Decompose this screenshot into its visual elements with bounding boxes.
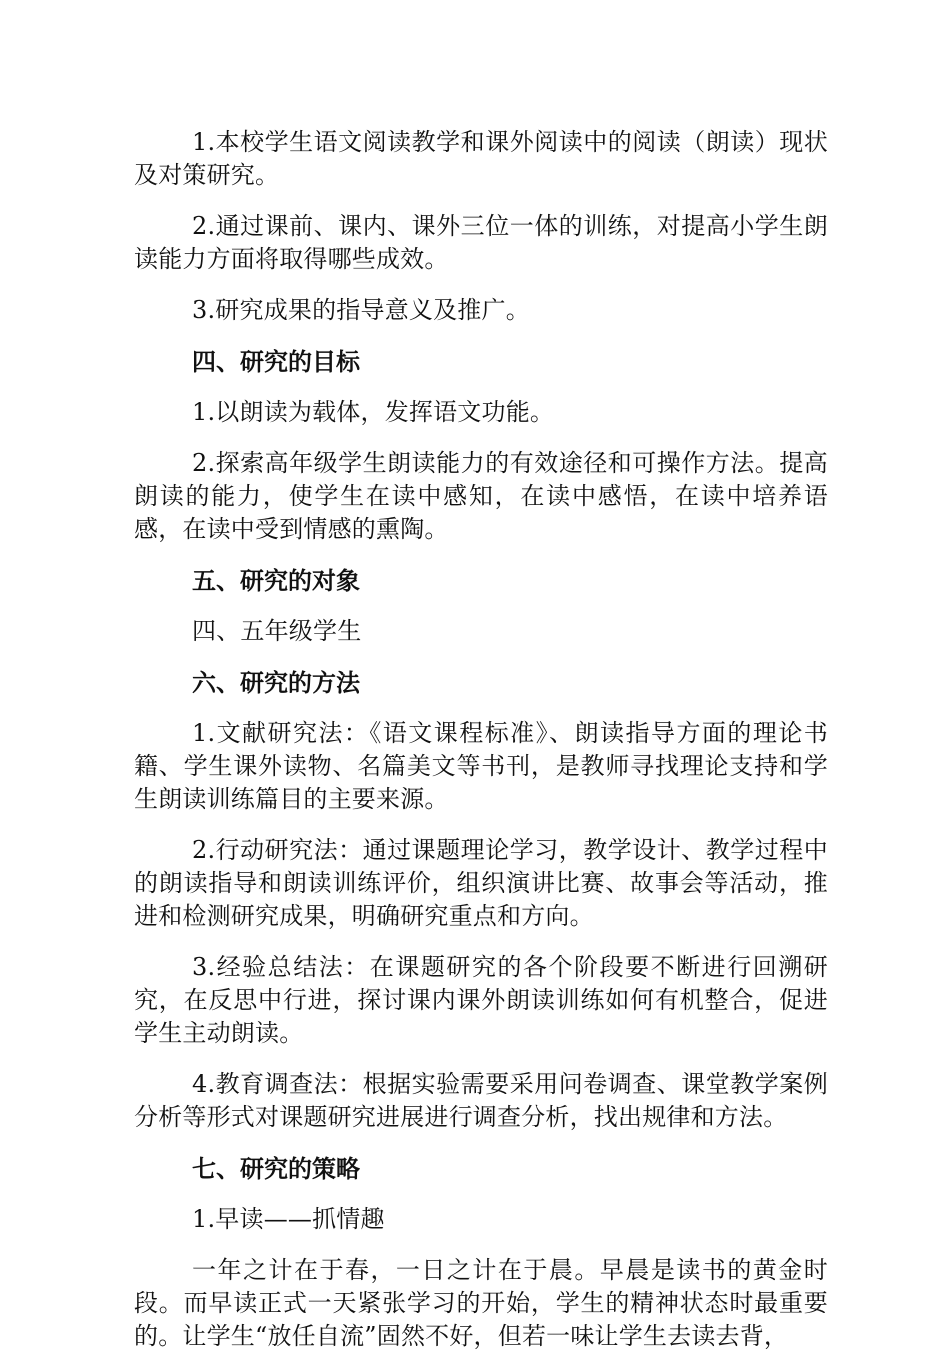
paragraph-strategy-morning-reading: 1.早读——抓情趣: [192, 1205, 385, 1233]
paragraph-method-action: 2.行动研究法：通过课题理论学习，教学设计、教学过程中的朗读指导和朗读训练评价，组织演讲比赛、故事会等活动，推进和检测研究成果，明确研究重点和方向。: [134, 836, 828, 930]
section-heading-subjects: 五、研究的对象: [192, 566, 360, 595]
paragraph-method-literature: 1.文献研究法：《语文课程标准》、朗读指导方面的理论书籍、学生课外读物、名篇美文等书刊，是教师寻找理论支持和学生朗读训练篇目的主要来源。: [134, 719, 828, 813]
paragraph-research-significance: 3.研究成果的指导意义及推广。: [192, 296, 530, 324]
paragraph-strategy-morning-detail: 一年之计在于春，一日之计在于晨。早晨是读书的黄金时段。而早读正式一天紧张学习的开始，学生的精神状态时最重要的。让学生“放任自流”固然不好，但若一味让学生去读去背，: [134, 1256, 828, 1350]
paragraph-method-experience: 3.经验总结法：在课题研究的各个阶段要不断进行回溯研究，在反思中行进，探讨课内课外朗读训练如何有机整合，促进学生主动朗读。: [134, 953, 828, 1047]
paragraph-goal-2: 2.探索高年级学生朗读能力的有效途径和可操作方法。提高朗读的能力，使学生在读中感知，在读中感悟，在读中培养语感，在读中受到情感的熏陶。: [134, 449, 828, 543]
paragraph-method-survey: 4.教育调查法：根据实验需要采用问卷调查、课堂教学案例分析等形式对课题研究进展进行调查分析，找出规律和方法。: [134, 1070, 828, 1131]
section-heading-methods: 六、研究的方法: [192, 668, 360, 697]
document-page: [134, 126, 828, 1371]
paragraph-current-status: 1.本校学生语文阅读教学和课外阅读中的阅读（朗读）现状及对策研究。: [134, 128, 828, 189]
paragraph-training-effects: 2.通过课前、课内、课外三位一体的训练，对提高小学生朗读能力方面将取得哪些成效。: [134, 212, 828, 273]
paragraph-goal-1: 1.以朗读为载体，发挥语文功能。: [192, 398, 555, 426]
paragraph-subjects: 四、五年级学生: [192, 617, 362, 645]
section-heading-goals: 四、研究的目标: [192, 347, 360, 376]
section-heading-strategies: 七、研究的策略: [192, 1154, 360, 1183]
